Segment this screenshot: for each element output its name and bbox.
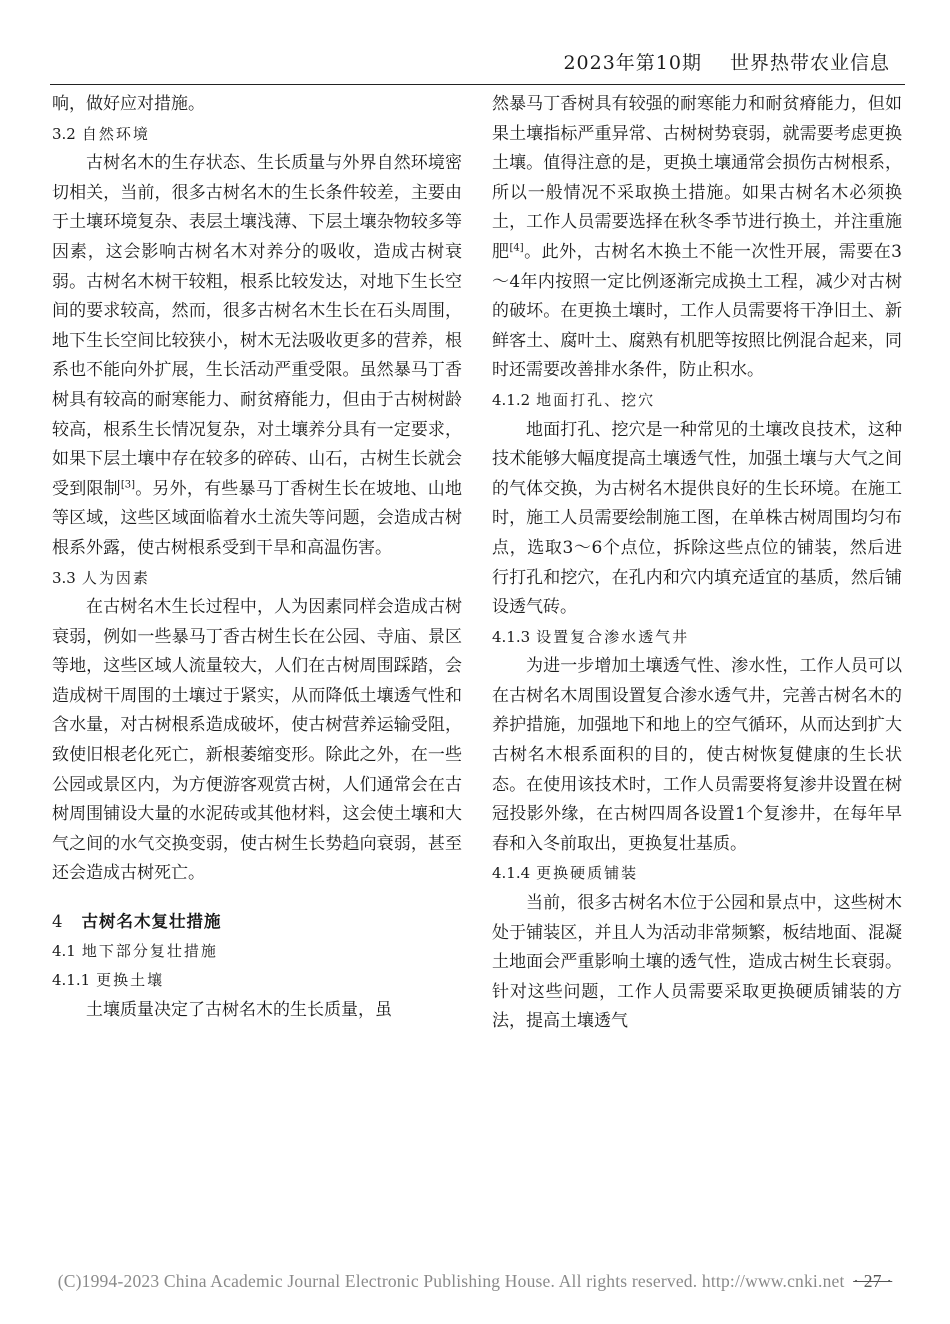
right-column <box>492 90 902 1275</box>
paragraph: 响，做好应对措施。 <box>52 94 205 114</box>
running-header <box>563 48 890 75</box>
left-column <box>52 90 462 1275</box>
section-heading-3-2: 3.2 自然环境 <box>52 124 150 143</box>
paragraph: 当前，很多古树名木位于公园和景点中，这些树木处于铺装区，并且人为活动非常频繁，板结地面、混凝土地面会严重影响土壤的透气性，造成古树生长衰弱。针对这些问题，工作人员需要采取更换硬质铺装的方法，提高土壤透气 <box>492 893 902 1032</box>
section-heading-4-1-3: 4.1.3 设置复合渗水透气井 <box>492 627 690 646</box>
journal-title: 世界热带农业信息 <box>729 52 890 74</box>
page-number: · 27 · <box>853 1271 893 1291</box>
paragraph: 为进一步增加土壤透气性、渗水性，工作人员可以在古树名木周围设置复合渗水透气井，完善古树名木的养护措施，加强地下和地上的空气循环，从而达到扩大古树名木根系面积的目的，使古树恢复健康的生长状态。在使用该技术时，工作人员需要将复渗井设置在树冠投影外缘，在古树四周各设置1个复渗井，在每年早春和入冬前取出，更换复壮基质。 <box>492 656 902 854</box>
copyright-text: (C)1994-2023 China Academic Journal Electronic Publishing House. All rights reserved. http://www.cnki.net <box>57 1271 845 1291</box>
paragraph: 地面打孔、挖穴是一种常见的土壤改良技术，这种技术能够大幅度提高土壤透气性，加强土壤与大气之间的气体交换，为古树名木提供良好的生长环境。在施工时，施工人员需要绘制施工图，在单株古树周围均匀布点，选取3～6个点位，拆除这些点位的铺装，然后进行打孔和挖穴，在孔内和穴内填充适宜的基质，然后铺设透气砖。 <box>492 419 902 618</box>
section-heading-4-1-2: 4.1.2 地面打孔、挖穴 <box>492 390 656 409</box>
header-rule <box>50 84 905 85</box>
section-heading-4-1: 4.1 地下部分复壮措施 <box>52 941 218 960</box>
paragraph: 古树名木的生存状态、生长质量与外界自然环境密切相关，当前，很多古树名木的生长条件较差，主要由于土壤环境复杂、表层土壤浅薄、下层土壤杂物较多等因素，这会影响古树名木对养分的吸收，造成古树衰弱。古树名木树干较粗，根系比较发达，对地下生长空间的要求较高，然而，很多古树名木生长在石头周围，地下生长空间比较狭小，树木无法吸收更多的营养，根系也不能向外扩展，生长活动严重受限。虽然暴马丁香树具有较高的耐寒能力、耐贫瘠能力，但由于古树树龄较高，根系生长情况复杂，对土壤养分具有一定要求，如果下层土壤中存在较多的碎砖、山石，古树生长就会受到限制[3]。另外，有些暴马丁香树生长在坡地、山地等区域，这些区域面临着水土流失等问题，会造成古树根系外露，使古树根系受到干旱和高温伤害。 <box>52 153 463 558</box>
section-heading-4-1-1: 4.1.1 更换土壤 <box>52 971 165 990</box>
issue-label: 2023年第10期 <box>563 52 702 74</box>
paragraph: 然暴马丁香树具有较强的耐寒能力和耐贫瘠能力，但如果土壤指标严重异常、古树树势衰弱，就需要考虑更换土壤。值得注意的是，更换土壤通常会损伤古树根系，所以一般情况不采取换土措施。如果古树名木必须换土，工作人员需要选择在秋冬季节进行换土，并注重施肥[4]。此外，古树名木换土不能一次性开展，需要在3～4年内按照一定比例逐渐完成换土工程，减少对古树的破坏。在更换土壤时，工作人员需要将干净旧土、新鲜客土、腐叶土、腐熟有机肥等按照比例混合起来，同时还需要改善排水条件，防止积水。 <box>492 94 902 381</box>
section-heading-4: 4 古树名木复壮措施 <box>52 912 222 932</box>
section-heading-4-1-4: 4.1.4 更换硬质铺装 <box>492 864 639 883</box>
copyright-footer <box>0 1271 950 1292</box>
paragraph: 土壤质量决定了古树名木的生长质量，虽 <box>86 999 392 1020</box>
section-heading-3-3: 3.3 人为因素 <box>52 568 150 587</box>
paragraph: 在古树名木生长过程中，人为因素同样会造成古树衰弱，例如一些暴马丁香古树生长在公园、寺庙、景区等地，这些区域人流量较大，人们在古树周围踩踏，会造成树干周围的土壤过于紧实，从而降低土壤透气性和含水量，对古树根系造成破坏，使古树营养运输受阻，致使旧根老化死亡，新根萎缩变形。除此之外，在一些公园或景区内，为方便游客观赏古树，人们通常会在古树周围铺设大量的水泥砖或其他材料，这会使土壤和大气之间的水气交换变弱，使古树生长势趋向衰弱，甚至还会造成古树死亡。 <box>52 597 462 884</box>
citation: [4] <box>509 242 524 254</box>
citation: [3] <box>120 479 136 491</box>
